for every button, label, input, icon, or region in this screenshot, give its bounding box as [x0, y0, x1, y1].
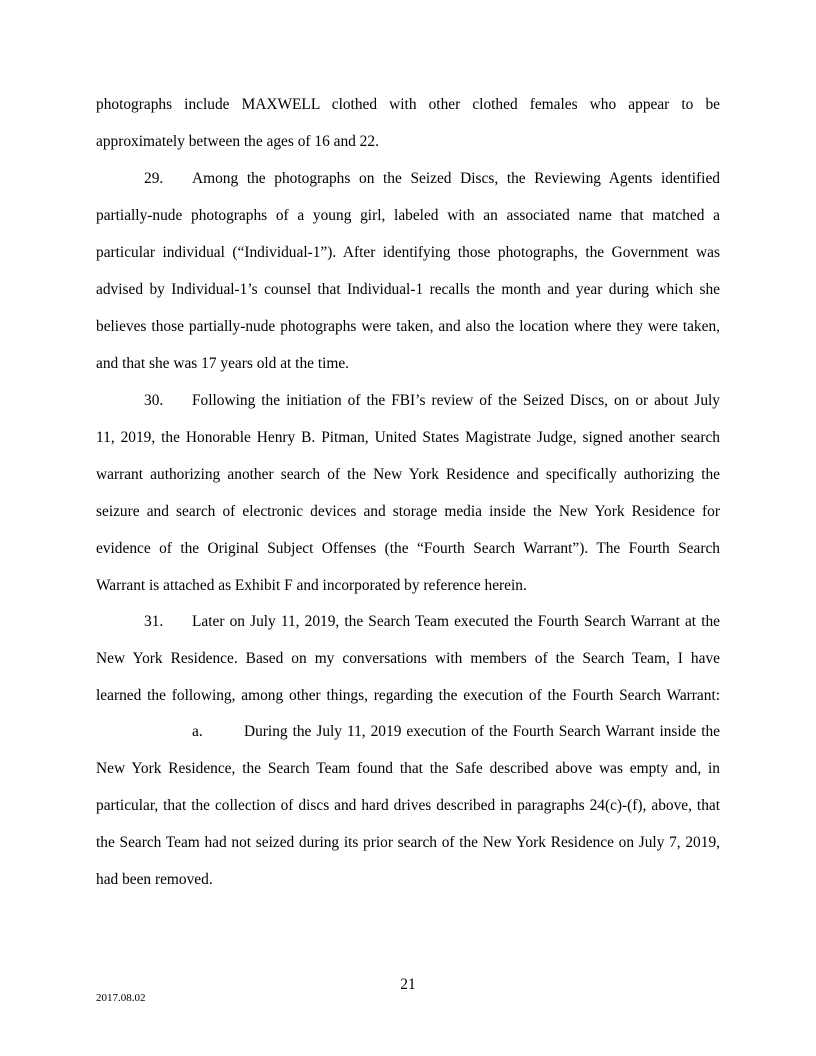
- paragraph-number: 31.: [144, 613, 164, 630]
- paragraph-29-first-line: [96, 169, 720, 189]
- subparagraph-line: had been removed.: [96, 871, 213, 888]
- paragraph-line: warrant authorizing another search of the New York Residence and specifically authorizing the: [96, 466, 720, 483]
- paragraph-line: evidence of the Original Subject Offenses (the “Fourth Search Warrant”). The Fourth Search: [96, 540, 720, 557]
- subparagraph-line: particular, that the collection of discs and hard drives described in paragraphs 24(c)-(f), above, that: [96, 797, 720, 814]
- document-page: [96, 0, 720, 1056]
- subparagraph-text: During the July 11, 2019 execution of the Fourth Search Warrant inside the: [244, 723, 720, 740]
- paragraph-line: Warrant is attached as Exhibit F and incorporated by reference herein.: [96, 577, 527, 594]
- subparagraph-line: New York Residence, the Search Team found that the Safe described above was empty and, in: [96, 760, 720, 777]
- paragraph-text: Among the photographs on the Seized Discs, the Reviewing Agents identified: [192, 170, 720, 187]
- page-number: 21: [400, 976, 416, 993]
- paragraph-number: 29.: [144, 170, 164, 187]
- continuation-line: approximately between the ages of 16 and 22.: [96, 133, 379, 150]
- paragraph-30-first-line: [96, 391, 720, 411]
- paragraph-line: learned the following, among other things, regarding the execution of the Fourth Search Warrant:: [96, 687, 720, 704]
- paragraph-line: 11, 2019, the Honorable Henry B. Pitman, United States Magistrate Judge, signed another search: [96, 429, 720, 446]
- paragraph-line: particular individual (“Individual-1”). After identifying those photographs, the Government was: [96, 244, 720, 261]
- paragraph-line: seizure and search of electronic devices and storage media inside the New York Residence for: [96, 503, 720, 520]
- paragraph-text: Later on July 11, 2019, the Search Team executed the Fourth Search Warrant at the: [192, 613, 720, 630]
- footer-date-code: 2017.08.02: [96, 992, 146, 1004]
- paragraph-31-first-line: [96, 612, 720, 632]
- paragraph-text: Following the initiation of the FBI’s review of the Seized Discs, on or about July: [192, 392, 720, 409]
- subparagraph-a-first-line: [96, 722, 720, 742]
- paragraph-line: believes those partially-nude photographs were taken, and also the location where they were taken,: [96, 318, 720, 335]
- paragraph-line: advised by Individual-1’s counsel that Individual-1 recalls the month and year during which she: [96, 281, 720, 298]
- paragraph-line: New York Residence. Based on my conversations with members of the Search Team, I have: [96, 650, 720, 667]
- subparagraph-line: the Search Team had not seized during its prior search of the New York Residence on July 7, 2019,: [96, 834, 720, 851]
- paragraph-line: and that she was 17 years old at the time.: [96, 355, 350, 372]
- paragraph-line: partially-nude photographs of a young girl, labeled with an associated name that matched a: [96, 207, 720, 224]
- continuation-line: photographs include MAXWELL clothed with other clothed females who appear to be: [96, 96, 720, 113]
- subparagraph-label: a.: [192, 723, 203, 740]
- paragraph-number: 30.: [144, 392, 164, 409]
